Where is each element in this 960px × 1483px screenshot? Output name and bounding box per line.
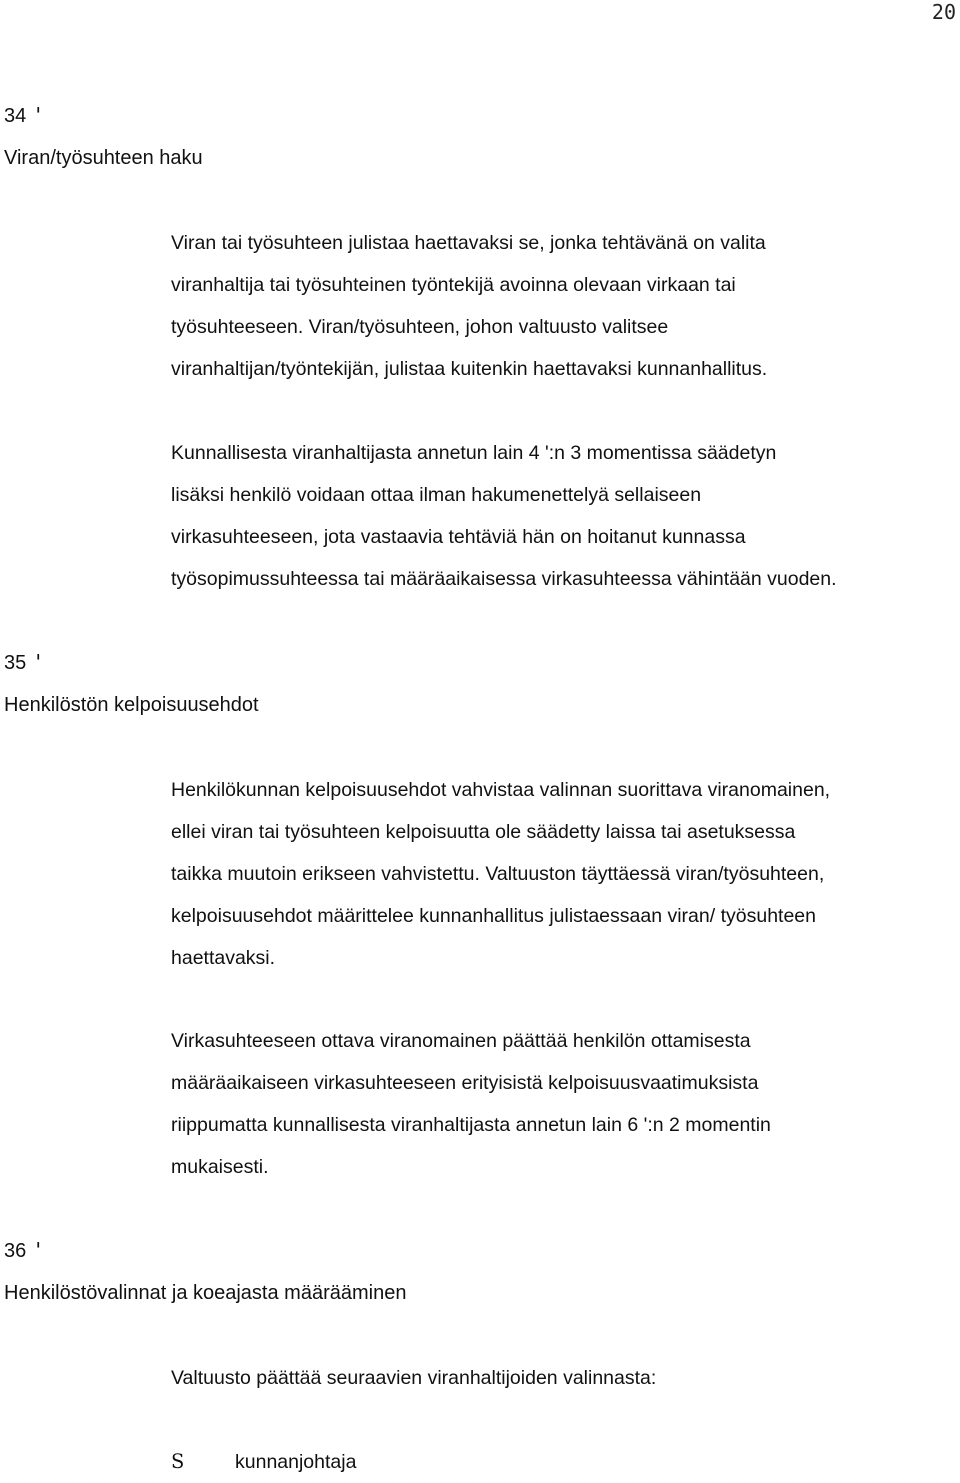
paragraph (171, 1020, 940, 1188)
section-number (4, 1229, 940, 1272)
paragraph-line: määräaikaiseen virkasuhteeseen erityisistä kelpoisuusvaatimuksista (171, 1072, 759, 1094)
section-number-value: 36 (4, 1240, 27, 1262)
paragraph (171, 432, 940, 600)
section-symbol: ' (32, 103, 45, 127)
paragraph-line: Kunnallisesta viranhaltijasta annetun lain 4 ':n 3 momentissa säädetyn (171, 442, 777, 464)
paragraph-line: haettavaksi. (171, 947, 276, 969)
paragraph (171, 1357, 940, 1399)
paragraph-line: Henkilökunnan kelpoisuusehdot vahvistaa valinnan suorittava viranomainen, (171, 779, 831, 801)
paragraph-line: Viran tai työsuhteen julistaa haettavaksi se, jonka tehtävänä on valita (171, 232, 766, 254)
paragraph-line: riippumatta kunnallisesta viranhaltijasta annetun lain 6 ':n 2 momentin (171, 1114, 771, 1136)
section-36 (4, 1229, 940, 1314)
paragraph-line: mukaisesti. (171, 1156, 269, 1178)
paragraph-line: työsopimussuhteessa tai määräaikaisessa virkasuhteessa vähintään vuoden. (171, 568, 837, 590)
paragraph-line: viranhaltija tai työsuhteinen työntekijä avoinna olevaan virkaan tai (171, 274, 736, 296)
section-symbol: ' (32, 1238, 45, 1262)
paragraph-line: lisäksi henkilö voidaan ottaa ilman hakumenettelyä sellaiseen (171, 484, 702, 506)
section-number-value: 34 (4, 105, 27, 127)
section-number (4, 94, 940, 137)
paragraph-line: Valtuusto päättää seuraavien viranhaltijoiden valinnasta: (171, 1367, 657, 1389)
list-item-text: kunnanjohtaja (235, 1451, 357, 1473)
section-number (4, 641, 940, 684)
list-bullet: S (171, 1450, 185, 1473)
paragraph-line: työsuhteeseen. Viran/työsuhteen, johon valtuusto valitsee (171, 316, 669, 338)
section-number-value: 35 (4, 652, 27, 674)
paragraph (171, 769, 940, 979)
list-item (171, 1441, 356, 1483)
section-34 (4, 94, 940, 179)
section-title: Henkilöstön kelpoisuusehdot (4, 694, 259, 716)
section-title: Viran/työsuhteen haku (4, 147, 203, 169)
section-symbol: ' (32, 650, 45, 674)
page-number: 20 (931, 0, 956, 24)
paragraph-line: virkasuhteeseen, jota vastaavia tehtäviä hän on hoitanut kunnassa (171, 526, 746, 548)
paragraph-line: Virkasuhteeseen ottava viranomainen päättää henkilön ottamisesta (171, 1030, 751, 1052)
paragraph-line: kelpoisuusehdot määrittelee kunnanhallitus julistaessaan viran/ työsuhteen (171, 905, 816, 927)
paragraph-line: viranhaltijan/työntekijän, julistaa kuitenkin haettavaksi kunnanhallitus. (171, 358, 768, 380)
paragraph-line: ellei viran tai työsuhteen kelpoisuutta ole säädetty laissa tai asetuksessa (171, 821, 796, 843)
section-title: Henkilöstövalinnat ja koeajasta määrääminen (4, 1282, 407, 1304)
paragraph (171, 222, 940, 390)
section-35 (4, 641, 940, 726)
paragraph-line: taikka muutoin erikseen vahvistettu. Valtuuston täyttäessä viran/työsuhteen, (171, 863, 825, 885)
